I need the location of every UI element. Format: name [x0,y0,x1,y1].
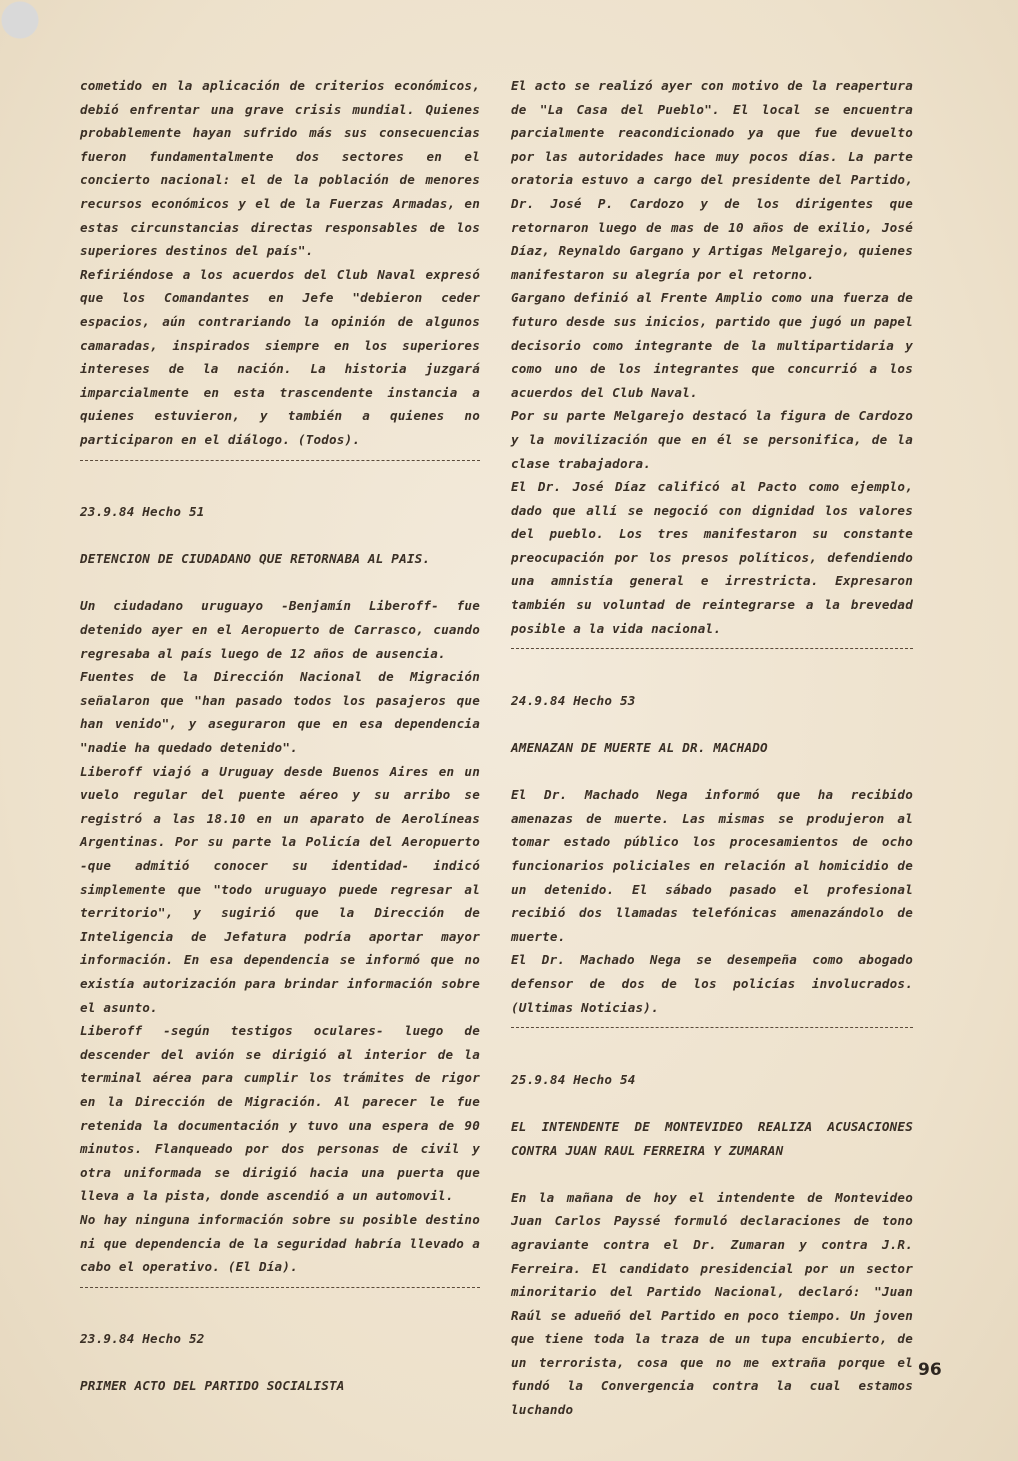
paragraph: Refiriéndose a los acuerdos del Club Naval expresó que los Comandantes en Jefe "debieron ceder espacios, aún contrariando la opinión de algunos camaradas, inspirados siempre en los superiores intereses de la nación. La historia juzgará imparcialmente en esta trascendente instancia a quienes estuvieron, y también a quienes no participaron en el diálogo. (Todos). [80,266,480,447]
paragraph: Liberoff -según testigos oculares- luego de descender del avión se dirigió al interior de la terminal aérea para cumplir los trámites de rigor en la Dirección de Migración. Al parecer le fue retenida la documentación y tuvo una espera de 90 minutos. Flanqueado por dos personas de civil y otra uniformada se dirigió hacia una puerta que lleva a la pista, donde ascendió a un automovil. [80,1023,480,1204]
dashed-divider [80,452,480,461]
event-title: AMENAZAN DE MUERTE AL DR. MACHADO [511,740,768,756]
paragraph: El Dr. José Díaz calificó al Pacto como ejemplo, dado que allí se negoció con dignidad los valores del pueblo. Los tres manifestaron su constante preocupación por los presos políticos, defendiendo una amnistía general e irrestricta. Expresaron también su voluntad de reintegrarse a la brevedad posible a la vida nacional. [511,479,913,636]
paragraph: Un ciudadano uruguayo -Benjamín Liberoff- fue detenido ayer en el Aeropuerto de Carrasco, cuando regresaba al país luego de 12 años de ausencia. [80,598,480,661]
paragraph: Por su parte Melgarejo destacó la figura de Cardozo y la movilización que en él se personifica, de la clase trabajadora. [511,408,913,471]
paragraph: En la mañana de hoy el intendente de Montevideo Juan Carlos Payssé formuló declaraciones de tono agraviante contra el Dr. Zumaran y contra J.R. Ferreira. El candidato presidencial por un sector minoritario del Partido Nacional, declaró: "Juan Raúl se adueñó del Partido en poco tiempo. Un joven que tiene toda la traza de un tupa encubierto, de un terrorista, cosa que no me extraña porque el fundó la Convergencia contra la cual estamos luchando [511,1189,913,1418]
event-title: EL INTENDENTE DE MONTEVIDEO REALIZA ACUSACIONES CONTRA JUAN RAUL FERREIRA Y ZUMARAN [511,1118,913,1158]
punch-hole-mark [0,0,48,44]
right-column [511,74,913,1422]
event-title: PRIMER ACTO DEL PARTIDO SOCIALISTA [80,1378,345,1394]
paragraph: cometido en la aplicación de criterios económicos, debió enfrentar una grave crisis mundial. Quienes probablemente hayan sufrido más sus consecuencias fueron fundamentalmente dos sectores en el concierto nacional: el de la población de menores recursos económicos y el de la Fuerzas Armadas, en estas circunstancias directas responsables de los superiores destinos del país". [80,78,480,259]
dashed-divider [80,1279,480,1288]
paragraph: Fuentes de la Dirección Nacional de Migración señalaron que "han pasado todos los pasajeros que han venido", y aseguraron que en esa dependencia "nadie ha quedado detenido". [80,669,480,756]
event-date-heading: 25.9.84 Hecho 54 [511,1071,636,1087]
dashed-divider [511,1019,913,1028]
paragraph: El Dr. Machado Nega se desempeña como abogado defensor de dos de los policías involucrados. (Ultimas Noticias). [511,952,913,1015]
left-column [80,74,480,1398]
paragraph: Gargano definió al Frente Amplio como una fuerza de futuro desde sus inicios, partido que jugó un papel decisorio como integrante de la multipartidaria y como uno de los integrantes que concurrió a los acuerdos del Club Naval. [511,290,913,400]
event-date-heading: 24.9.84 Hecho 53 [511,692,636,708]
event-date-heading: 23.9.84 Hecho 52 [80,1331,205,1347]
paragraph: Liberoff viajó a Uruguay desde Buenos Aires en un vuelo regular del puente aéreo y su arribo se registró a las 18.10 en un aparato de Aerolíneas Argentinas. Por su parte la Policía del Aeropuerto -que admitió conocer su identidad- indicó simplemente que "todo uruguayo puede regresar al territorio", y sugirió que la Dirección de Inteligencia de Jefatura podría aportar mayor información. En esa dependencia se informó que no existía autorización para brindar información sobre el asunto. [80,763,480,1015]
event-title: DETENCION DE CIUDADANO QUE RETORNABA AL PAIS. [80,551,431,567]
paragraph: El Dr. Machado Nega informó que ha recibido amenazas de muerte. Las mismas se produjeron al tomar estado público los procesamientos de ocho funcionarios policiales en relación al homicidio de un detenido. El sábado pasado el profesional recibió dos llamadas telefónicas amenazándolo de muerte. [511,787,913,944]
paragraph: El acto se realizó ayer con motivo de la reapertura de "La Casa del Pueblo". El local se encuentra parcialmente reacondicionado ya que fue devuelto por las autoridades hace muy pocos días. La parte oratoria estuvo a cargo del presidente del Partido, Dr. José P. Cardozo y de los dirigentes que retornaron luego de mas de 10 años de exilio, José Díaz, Reynaldo Gargano y Artigas Melgarejo, quienes manifestaron su alegría por el retorno. [511,78,913,282]
event-date-heading: 23.9.84 Hecho 51 [80,504,205,520]
dashed-divider [511,640,913,649]
page-number: 96 [918,1360,942,1380]
paragraph: No hay ninguna información sobre su posible destino ni que dependencia de la seguridad habría llevado a cabo el operativo. (El Día). [80,1211,480,1275]
